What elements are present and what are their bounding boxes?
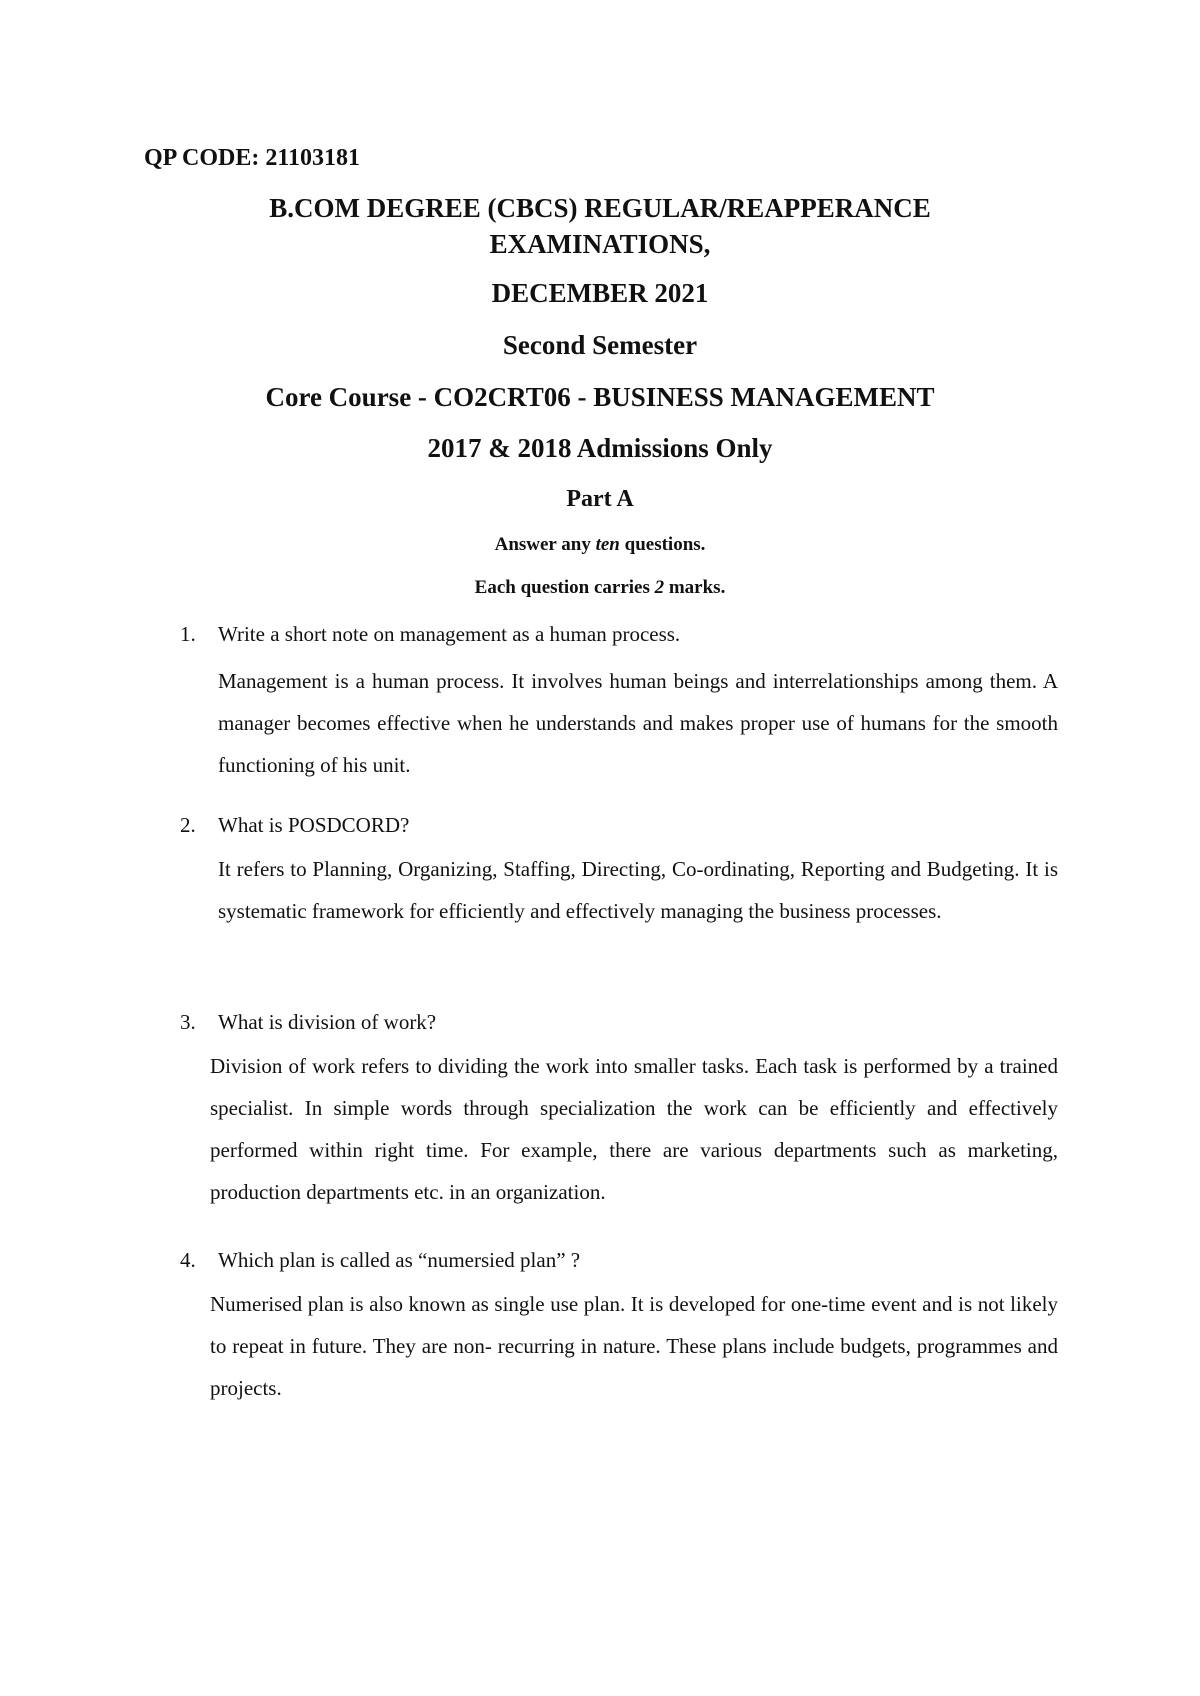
admissions-note: 2017 & 2018 Admissions Only <box>427 433 773 463</box>
question-text: What is POSDCORD? <box>218 813 410 837</box>
semester: Second Semester <box>502 330 698 360</box>
question-text: What is division of work? <box>218 1010 437 1034</box>
instruction1-em: ten <box>595 534 620 555</box>
answer-text: Management is a human process. It involves human beings and interrelationships among them. A manager becomes effective when he understands and makes proper use of humans for the smooth functioning of his unit. <box>218 669 1058 777</box>
course-title: Core Course - CO2CRT06 - BUSINESS MANAGEMENT <box>265 382 935 412</box>
instruction1-post: questions. <box>619 534 706 555</box>
question-text: Which plan is called as “numersied plan” ? <box>218 1248 581 1272</box>
question-number: 2. <box>180 813 196 837</box>
qp-code: QP CODE: 21103181 <box>144 145 361 171</box>
instruction2-post: marks. <box>664 577 726 598</box>
exam-month: DECEMBER 2021 <box>491 278 709 308</box>
answer-text: Division of work refers to dividing the work into smaller tasks. Each task is performed by a trained specialist. In simple words through specialization the work can be efficiently and effectively performed within right time. For example, there are various departments such as marketing, production departments etc. in an organization. <box>210 1054 1058 1204</box>
question-number: 4. <box>180 1248 196 1272</box>
part-label: Part A <box>566 486 634 512</box>
exam-title <box>0 190 1200 262</box>
question-number: 3. <box>180 1010 196 1034</box>
question-number: 1. <box>180 622 196 646</box>
exam-title-text: B.COM DEGREE (CBCS) REGULAR/REAPPERANCE EXAMINATIONS, <box>269 193 931 259</box>
answer-text: It refers to Planning, Organizing, Staffing, Directing, Co-ordinating, Reporting and Budgeting. It is systematic framework for efficiently and effectively managing the business processes. <box>218 857 1058 923</box>
instruction-answer-count <box>0 534 1200 556</box>
answer-text: Numerised plan is also known as single use plan. It is developed for one-time event and is not likely to repeat in future. They are non- recurring in nature. These plans include budgets, programmes and projects. <box>210 1292 1058 1400</box>
instruction-marks <box>0 577 1200 599</box>
instruction2-pre: Each question carries <box>474 577 655 598</box>
question-text: Write a short note on management as a human process. <box>218 622 681 646</box>
instruction1-pre: Answer any <box>494 534 596 555</box>
instruction2-em: 2 <box>654 577 665 598</box>
